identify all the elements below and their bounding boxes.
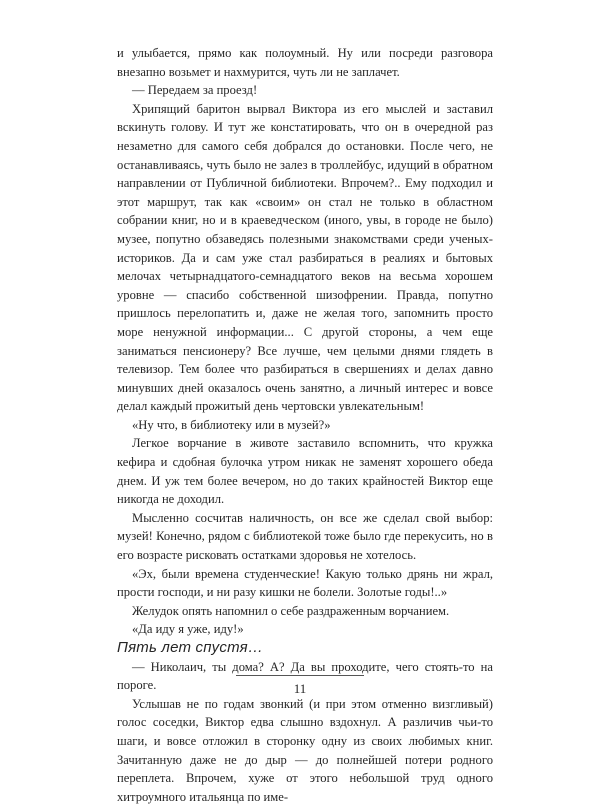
- paragraph: Услышав не по годам звонкий (и при этом отменно визгливый) голос соседки, Виктор едва слышно вздохнул. А различив чьи-то шаги, и вовсе отложил в сторонку одну из своих любимых книг. Зачитанную даже не до дыр — до полнейшей потери родного переплета. Впрочем, хуже от этого небольшой труд одного хитроумного итальянца по име-: [117, 696, 493, 804]
- page-number: 11: [293, 681, 307, 696]
- section-title: Пять лет спустя…: [117, 639, 264, 656]
- paragraph: Желудок опять напомнил о себе раздраженным ворчанием.: [132, 603, 450, 618]
- footer-rule: [236, 675, 364, 676]
- paragraph: Мысленно сосчитав наличность, он все же сделал свой выбор: музей! Конечно, рядом с библиотекой тоже было где перекусить, но в его возрасте рисковать остатками здоровья не хотелось.: [117, 510, 493, 563]
- paragraph: «Эх, были времена студенческие! Какую только дрянь ни жрал, прости господи, и ни разу кишки не болели. Золотые годы!..»: [117, 566, 493, 600]
- paragraph: Легкое ворчание в животе заставило вспомнить, что кружка кефира и сдобная булочка утром никак не заменят хорошего обеда днем. И уж тем более вечером, но до таких крайностей Виктор еще никогда не доходил.: [117, 436, 493, 507]
- paragraph: — Передаем за проезд!: [132, 83, 258, 98]
- paragraph: — Николаич, ты дома? А? Да вы проходите, чего стоять-то на пороге.: [117, 659, 493, 693]
- paragraph: Хрипящий баритон вырвал Виктора из его мыслей и заставил вскинуть голову. И тут же констатировать, что он в очередной раз незаметно для самого себя добрался до остановки. После чего, не останавливаясь, чуть было не залез в троллейбус, идущий в обратном направлении от Публичной библиотеки. Впрочем?.. Ему подходил и этот маршрут, так как «своим» он стал не только в областном собрании книг, но и в краеведческом (иного, увы, в городе не было) музее, попутно обзаведясь полезными знакомствами среди ученых-историков. Да и сам уже стал разбираться в реалиях и бытовых мелочах четырнадцатого-семнадцатого веков на весьма хорошем уровне — спасибо собственной шизофрении. Правда, попутно пришлось перелопатить и, даже не желая того, запомнить просто море ненужной информации... С другой стороны, а чем еще заниматься пенсионеру? Все лучше, чем целыми днями глядеть в телевизор. Тем более что разбираться в свершениях и делах давно минувших дней оказалось очень занятно, а личный интерес и вовсе делал каждый прожитый день чертовски увлекательным!: [117, 101, 493, 414]
- paragraph: и улыбается, прямо как полоумный. Ну или посреди разговора внезапно возьмет и нахмурится, чуть ли не заплачет.: [117, 46, 493, 79]
- paragraph: «Да иду я уже, иду!»: [132, 622, 244, 637]
- paragraph: «Ну что, в библиотеку или в музей?»: [132, 417, 331, 432]
